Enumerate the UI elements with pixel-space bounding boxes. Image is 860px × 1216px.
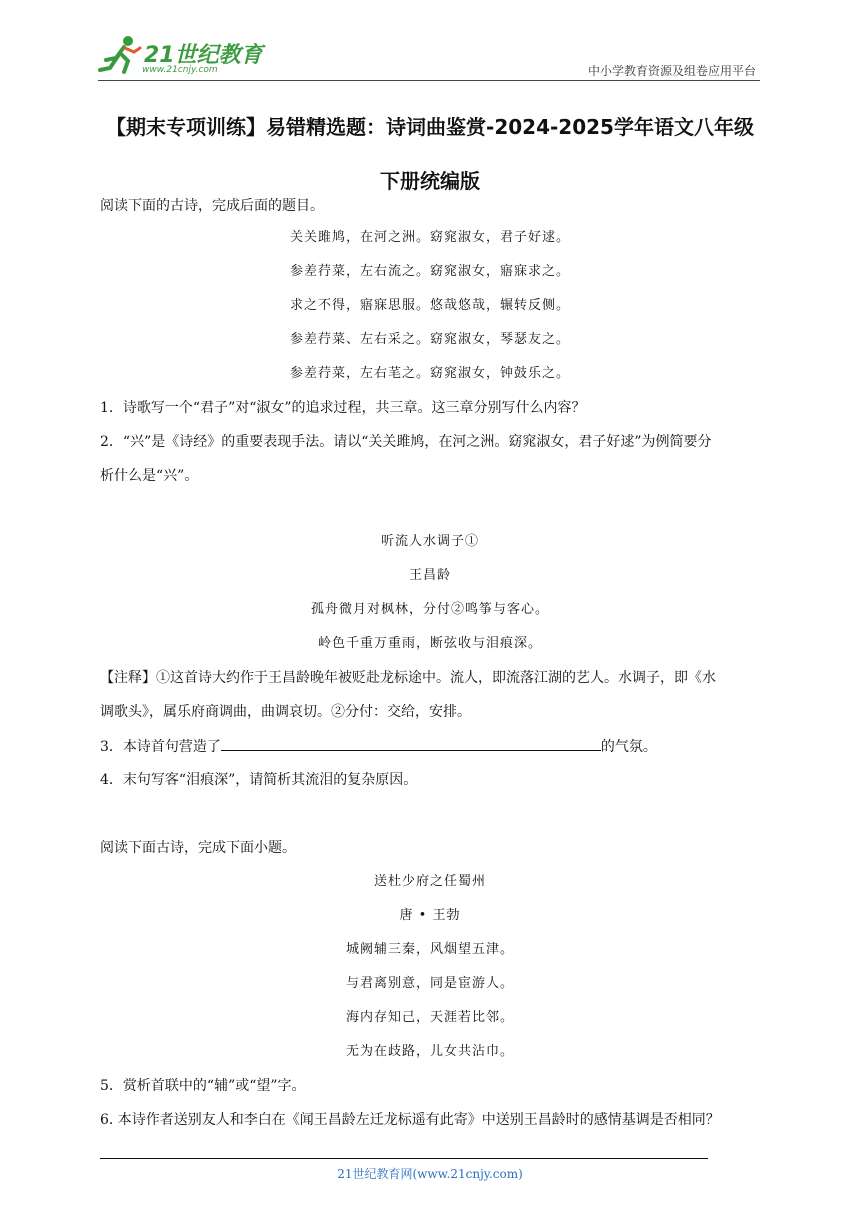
poem2-line: 孤舟微月对枫林，分付②鸣筝与客心。: [310, 602, 549, 617]
runner-logo-icon: [98, 34, 146, 76]
question-1: 1．诗歌写一个“君子”对“淑女”的追求过程，共三章。这三章分别写什么内容？: [100, 400, 586, 416]
poem1-line: 参差荇菜、左右采之。窈窕淑女，琴瑟友之。: [289, 332, 570, 347]
question-6: 6. 本诗作者送别友人和李白在《闻王昌龄左迁龙标遥有此寄》中送别王昌龄时的感情基调是否相同？: [100, 1112, 720, 1128]
footer-divider: [100, 1158, 708, 1159]
poem3-title: 送杜少府之任蜀州: [373, 874, 486, 889]
annotation-cont: 调歌头》，属乐府商调曲，曲调哀切。②分付：交给，安排。: [100, 704, 471, 720]
question-5: 5．赏析首联中的“辅”或“望”字。: [100, 1078, 306, 1094]
page-header: [98, 26, 760, 82]
question-3-prefix: 3．本诗首句营造了: [100, 739, 221, 755]
poem3-author: 唐 • 王勃: [399, 908, 461, 923]
question-2: 2．“兴”是《诗经》的重要表现手法。请以“关关雎鸠，在河之洲。窈窕淑女，君子好逑”为例简要分: [100, 434, 712, 450]
document-title: 【期末专项训练】易错精选题：诗词曲鉴赏-2024-2025学年语文八年级下册统编版: [106, 115, 754, 193]
logo-text: 21世纪教育: [144, 43, 263, 68]
footer-link[interactable]: 21世纪教育网(www.21cnjy.com): [337, 1167, 523, 1181]
poem2-line: 岭色千重万重雨，断弦收与泪痕深。: [317, 636, 542, 651]
poem1-line: 关关雎鸠，在河之洲。窈窕淑女，君子好逑。: [289, 230, 570, 245]
poem1-line: 参差荇菜，左右流之。窈窕淑女，寤寐求之。: [289, 264, 570, 279]
poem2-author: 王昌龄: [408, 568, 451, 583]
poem3-line: 海内存知己，天涯若比邻。: [345, 1010, 514, 1025]
answer-blank[interactable]: [221, 736, 601, 751]
annotation: 【注释】①这首诗大约作于王昌龄晚年被贬赴龙标途中。流人，即流落江湖的艺人。水调子，即《水: [100, 670, 716, 686]
poem2-title: 听流人水调子①: [380, 534, 479, 549]
poem3-line: 城阙辅三秦，风烟望五津。: [345, 942, 514, 957]
section3-intro: 阅读下面古诗，完成下面小题。: [100, 840, 296, 856]
logo-url: www.21cnjy.com: [142, 65, 218, 75]
question-3: [100, 736, 657, 757]
poem3-line: 与君离别意，同是宦游人。: [345, 976, 514, 991]
header-tagline: 中小学教育资源及组卷应用平台: [587, 64, 756, 78]
poem1-line: 求之不得，寤寐思服。悠哉悠哉，辗转反侧。: [289, 298, 570, 313]
section1-intro: 阅读下面的古诗，完成后面的题目。: [100, 198, 324, 214]
header-divider: [98, 80, 760, 81]
question-4: 4．末句写客“泪痕深”，请简析其流泪的复杂原因。: [100, 772, 418, 788]
question-3-suffix: 的气氛。: [600, 739, 657, 755]
site-logo[interactable]: [98, 34, 263, 74]
poem3-line: 无为在歧路，儿女共沾巾。: [345, 1044, 514, 1059]
question-2-cont: 析什么是“兴”。: [100, 468, 199, 484]
poem1-line: 参差荇菜，左右芼之。窈窕淑女，钟鼓乐之。: [289, 366, 570, 381]
